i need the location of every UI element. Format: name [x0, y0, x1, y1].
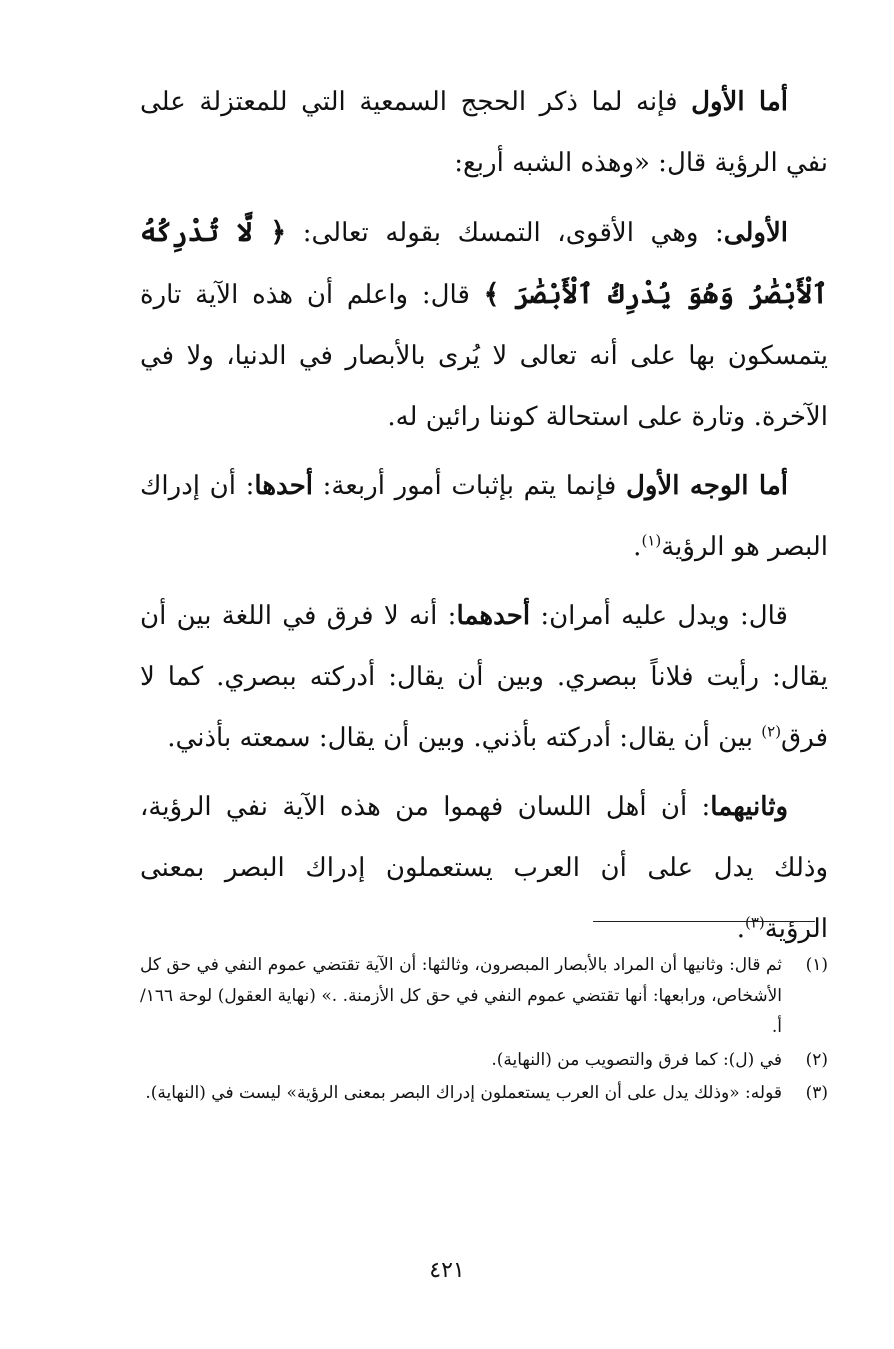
paragraph-4	[140, 586, 828, 769]
paragraph-5-text-a: : أن أهل اللسان فهموا من هذه الآية نفي الرؤية، وذلك يدل على أن العرب يستعملون إدراك البصر بمعنى الرؤية	[140, 792, 828, 944]
footnote-2	[140, 1045, 828, 1076]
footnote-number: (٣)	[805, 1083, 828, 1103]
paragraph-5-tail: .	[736, 914, 745, 944]
footnote-ref-3[interactable]: (٣)	[744, 913, 765, 932]
quran-verse: ﴿ لَّا تُدْرِكُهُ ٱلْأَبْصَٰرُ وَهُوَ يُدْرِكُ ٱلْأَبْصَٰرَ ﴾	[140, 217, 828, 310]
footnote-text: قوله: «وذلك يدل على أن العرب يستعملون إدراك البصر بمعنى الرؤية» ليست في (النهاية).	[145, 1083, 782, 1103]
paragraph-2	[140, 202, 828, 448]
keyword-first-aspect: أما الوجه الأول	[625, 471, 788, 501]
footnote-text: ثم قال: وثانيها أن المراد بالأبصار المبصرون، وثالثها: أن الآية تقتضي عموم النفي في حق كل الأشخاص، ورابعها: أنها تقتضي عموم النفي في حق كل الأزمنة. .» (نهاية العقول) لوحة ١٦٦/أ.	[140, 955, 782, 1037]
paragraph-1	[140, 72, 828, 194]
paragraph-5	[140, 777, 828, 960]
paragraph-3	[140, 456, 828, 578]
paragraph-1-text: فإنه لما ذكر الحجج السمعية التي للمعتزلة على نفي الرؤية قال: «وهذه الشبه أربع:	[140, 87, 828, 178]
footnote-divider	[593, 921, 815, 922]
paragraph-4-text-a: قال: ويدل عليه أمران:	[530, 601, 788, 631]
paragraph-3-tail: .	[633, 532, 642, 562]
footnote-3	[140, 1078, 828, 1109]
keyword-first-objection: الأولى	[723, 218, 788, 248]
paragraph-3-text-a: فإنما يتم بإثبات أمور أربعة:	[313, 471, 626, 501]
paragraph-2-text-b: قال: واعلم أن هذه الآية تارة يتمسكون بها على أنه تعالى لا يُرى بالأبصار في الدنيا، ولا في الآخرة. وتارة على استحالة كوننا رائين له.	[140, 280, 828, 432]
paragraph-4-text-c: بين أن يقال: أدركته بأذني. وبين أن يقال: سمعته بأذني.	[167, 723, 762, 753]
keyword-first: أما الأول	[691, 87, 789, 117]
footnote-1	[140, 950, 828, 1043]
footnotes	[140, 950, 828, 1111]
footnote-ref-1[interactable]: (١)	[641, 531, 662, 550]
keyword-first-of-two: أحدهما	[456, 601, 531, 631]
keyword-second-of-two: وثانيهما	[710, 792, 788, 822]
footnote-ref-2[interactable]: (٢)	[761, 722, 782, 741]
page-number: ٤٢١	[429, 1258, 465, 1283]
main-text	[140, 72, 828, 968]
footnote-number: (١)	[805, 955, 828, 975]
paragraph-4-text-b: : أنه لا فرق في اللغة بين أن يقال: رأيت فلاناً ببصري. وبين أن يقال: أدركته ببصري. كما لا فرق	[140, 601, 828, 753]
footnote-number: (٢)	[805, 1050, 828, 1070]
footnote-text: في (ل): كما فرق والتصويب من (النهاية).	[491, 1050, 782, 1070]
paragraph-3-text-b: : أن إدراك البصر هو الرؤية	[140, 471, 828, 562]
paragraph-2-text-a: : وهي الأقوى، التمسك بقوله تعالى:	[286, 218, 724, 248]
keyword-one-of-them: أحدها	[254, 471, 313, 501]
